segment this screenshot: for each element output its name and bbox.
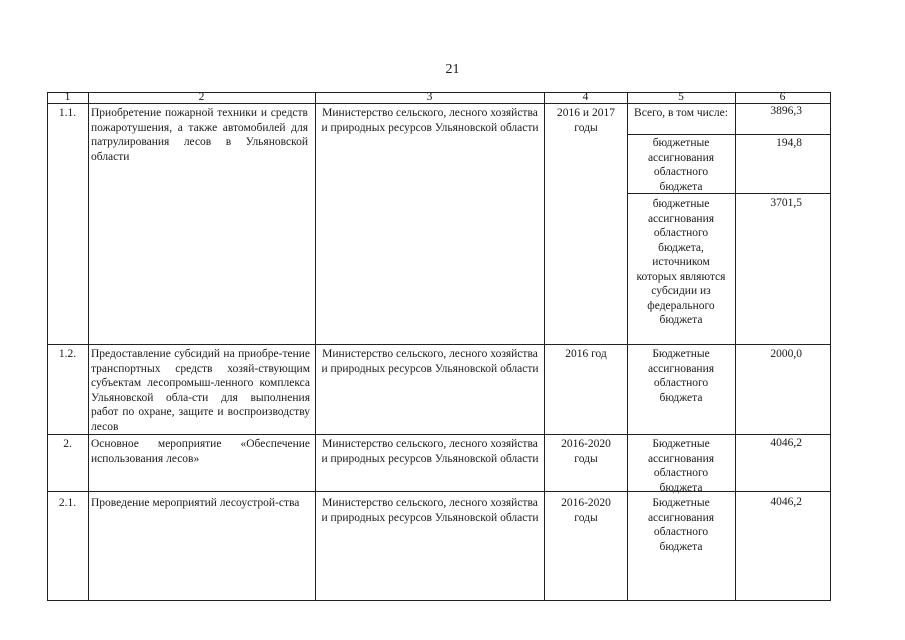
funding-source: Всего, в том числе:: [634, 107, 728, 119]
funding-source: Бюджетные ассигнования областного бюджета: [647, 348, 715, 404]
funding-source: бюджетные ассигнования областного бюджета: [647, 137, 715, 193]
activity-name: Проведение мероприятий лесоустрой-ства: [91, 497, 300, 509]
row-number: 2.1.: [58, 497, 77, 509]
executor: Министерство сельского, лесного хозяйства и природных ресурсов Ульяновской области: [321, 348, 539, 375]
funding-source: Бюджетные ассигнования областного бюджета: [647, 497, 715, 553]
funding-source: Бюджетные ассигнования областного бюджета: [647, 438, 715, 494]
funding-amount: 4046,2: [770, 437, 802, 449]
column-header: 5: [678, 91, 684, 103]
column-divider: [88, 92, 89, 601]
column-header: 3: [426, 91, 433, 103]
funding-source: бюджетные ассигнования областного бюджета, источником которых являются субсидии из федерального бюджета: [636, 198, 726, 326]
row-number: 2.: [63, 438, 72, 450]
funding-amount: 4046,2: [770, 496, 802, 508]
column-divider: [627, 92, 628, 601]
column-divider: [315, 92, 316, 601]
executor: Министерство сельского, лесного хозяйства и природных ресурсов Ульяновской области: [321, 497, 539, 524]
period: 2016 и 2017 годы: [557, 107, 615, 134]
period: 2016 год: [565, 348, 607, 360]
executor: Министерство сельского, лесного хозяйства и природных ресурсов Ульяновской области: [321, 438, 539, 465]
executor: Министерство сельского, лесного хозяйства и природных ресурсов Ульяновской области: [321, 107, 539, 134]
row-number: 1.2.: [58, 348, 77, 360]
column-header: 1: [64, 91, 71, 103]
table-border-right: [830, 92, 831, 601]
sub-row-divider: [627, 134, 830, 135]
row-divider: [47, 434, 830, 435]
table-border-bottom: [47, 600, 830, 601]
column-header: 4: [582, 91, 589, 103]
funding-amount: 194,8: [776, 137, 802, 149]
activity-name: Приобретение пожарной техники и средств пожаротушения, а также автомобилей для патрулирования лесов в Ульяновской области: [91, 107, 308, 163]
funding-amount: 2000,0: [770, 348, 802, 360]
row-number: 1.1.: [58, 107, 77, 119]
column-header: 2: [198, 91, 205, 103]
row-divider: [47, 344, 830, 345]
column-header: 6: [779, 91, 786, 103]
column-divider: [544, 92, 545, 601]
page-number: 21: [445, 62, 460, 77]
activity-name: Основное мероприятие «Обеспечение использования лесов»: [91, 438, 310, 465]
funding-amount: 3896,3: [770, 105, 802, 117]
period: 2016-2020 годы: [561, 497, 611, 524]
funding-amount: 3701,5: [770, 197, 802, 209]
period: 2016-2020 годы: [561, 438, 611, 465]
activity-name: Предоставление субсидий на приобре-тение транспортных средств хозяй-ствующим субъектам лесопромыш-ленного комплекса Ульяновской обла-сти для выполнения работ по охране, защите и воспроизводству лесов: [91, 348, 310, 433]
